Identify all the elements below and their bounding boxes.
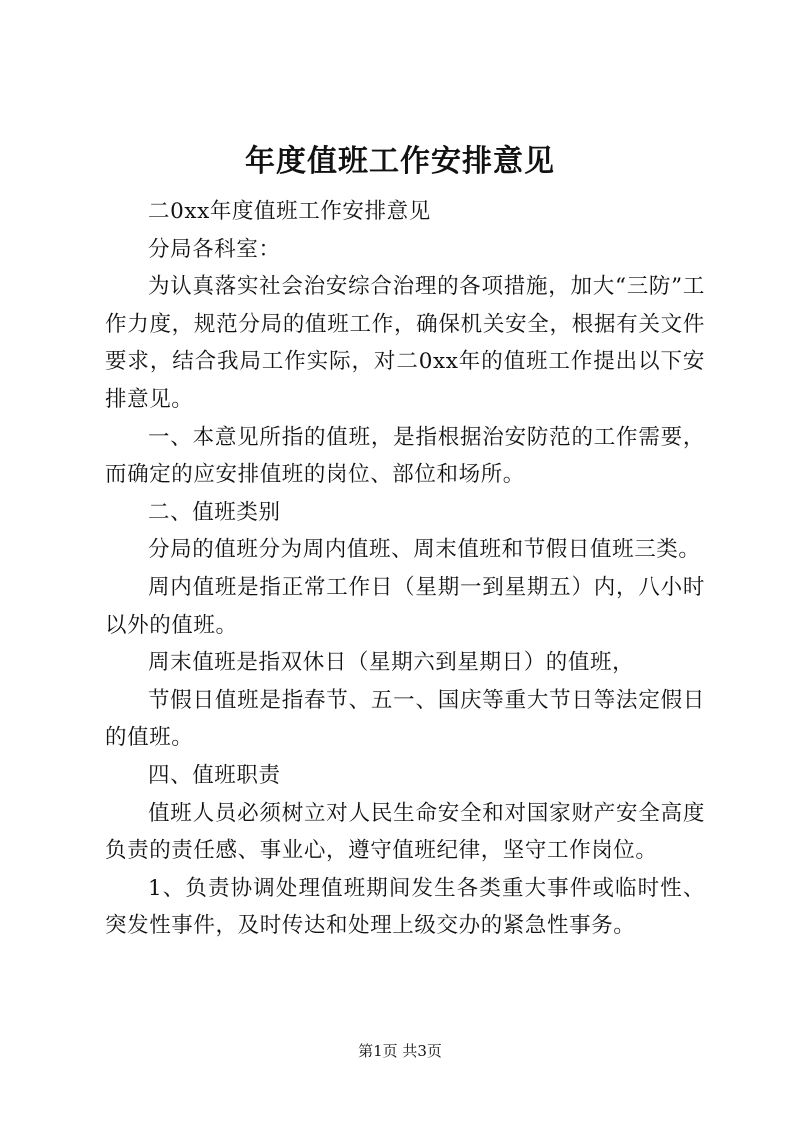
paragraph: 周内值班是指正常工作日（星期一到星期五）内，八小时以外的值班。 [105,574,705,638]
paragraph: 为认真落实社会治安综合治理的各项措施，加大“三防”工作力度，规范分局的值班工作，确保机关安全，根据有关文件要求，结合我局工作实际，对二0xx年的值班工作提出以下安排意见。 [105,274,705,412]
paragraph: 分局各科室： [148,236,281,262]
paragraph: 分局的值班分为周内值班、周末值班和节假日值班三类。 [148,537,701,563]
paragraph: 一、本意见所指的值班，是指根据治安防范的工作需要，而确定的应安排值班的岗位、部位和场所。 [105,424,705,488]
paragraph: 节假日值班是指春节、五一、国庆等重大节日等法定假日的值班。 [105,687,705,751]
page-footer: 第1页 共3页 [358,1042,442,1060]
paragraph: 四、值班职责 [148,762,281,788]
paragraph: 1、负责协调处理值班期间发生各类重大事件或临时性、突发性事件，及时传达和处理上级交办的紧急性事务。 [105,875,705,939]
paragraph: 值班人员必须树立对人民生命安全和对国家财产安全高度负责的责任感、事业心，遵守值班纪律，坚守工作岗位。 [105,800,705,864]
paragraph: 二0xx年度值班工作安排意见 [148,199,431,224]
document-title: 年度值班工作安排意见 [245,144,555,179]
paragraph: 二、值班类别 [148,499,281,525]
document-body [105,193,705,945]
paragraph: 周末值班是指双休日（星期六到星期日）的值班， [148,650,635,676]
